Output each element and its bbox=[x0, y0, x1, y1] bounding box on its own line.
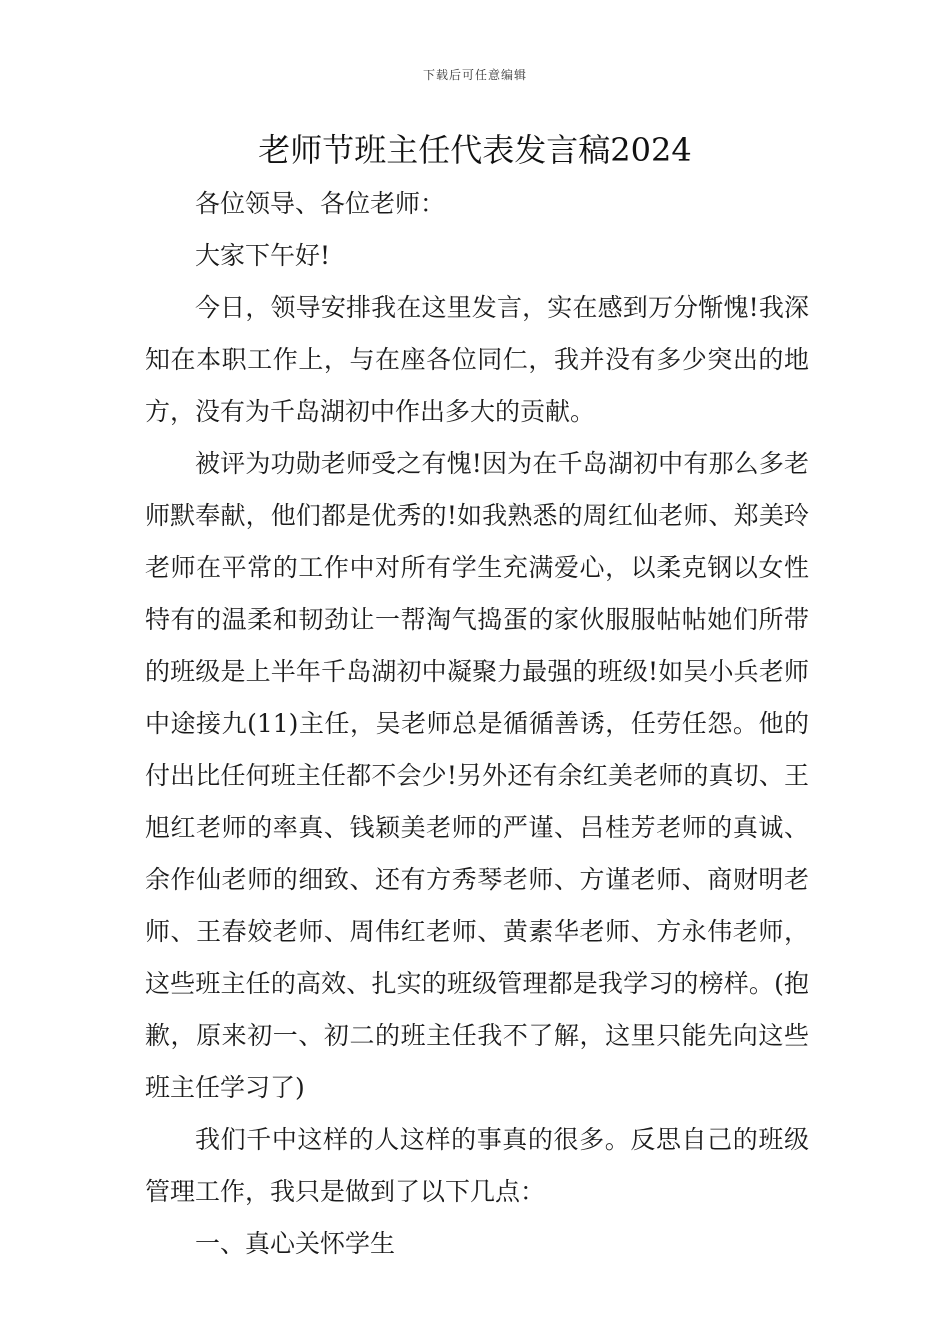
document-title: 老师节班主任代表发言稿2024 bbox=[258, 131, 692, 169]
section-heading: 一、真心关怀学生 bbox=[195, 1229, 396, 1258]
paragraph: 今日，领导安排我在这里发言，实在感到万分惭愧!我深知在本职工作上，与在座各位同仁，我并没有多少突出的地方，没有为千岛湖初中作出多大的贡献。 bbox=[145, 293, 809, 426]
document-body bbox=[145, 178, 809, 1270]
header-note: 下载后可任意编辑 bbox=[422, 68, 527, 82]
paragraph: 被评为功勋老师受之有愧!因为在千岛湖初中有那么多老师默奉献，他们都是优秀的!如我熟悉的周红仙老师、郑美玲老师在平常的工作中对所有学生充满爱心，以柔克钢以女性特有的温柔和韧劲让一帮淘气捣蛋的家伙服服帖帖她们所带的班级是上半年千岛湖初中凝聚力最强的班级!如吴小兵老师中途接九(11)主任，吴老师总是循循善诱，任劳任怨。他的付出比任何班主任都不会少!另外还有余红美老师的真切、王旭红老师的率真、钱颖美老师的严谨、吕桂芳老师的真诚、余作仙老师的细致、还有方秀琴老师、方谨老师、商财明老师、王春姣老师、周伟红老师、黄素华老师、方永伟老师，这些班主任的高效、扎实的班级管理都是我学习的榜样。(抱歉，原来初一、初二的班主任我不了解，这里只能先向这些班主任学习了) bbox=[145, 449, 809, 1102]
greeting: 大家下午好! bbox=[195, 241, 331, 270]
salutation: 各位领导、各位老师： bbox=[195, 189, 446, 218]
paragraph: 我们千中这样的人这样的事真的很多。反思自己的班级管理工作，我只是做到了以下几点： bbox=[145, 1125, 809, 1206]
